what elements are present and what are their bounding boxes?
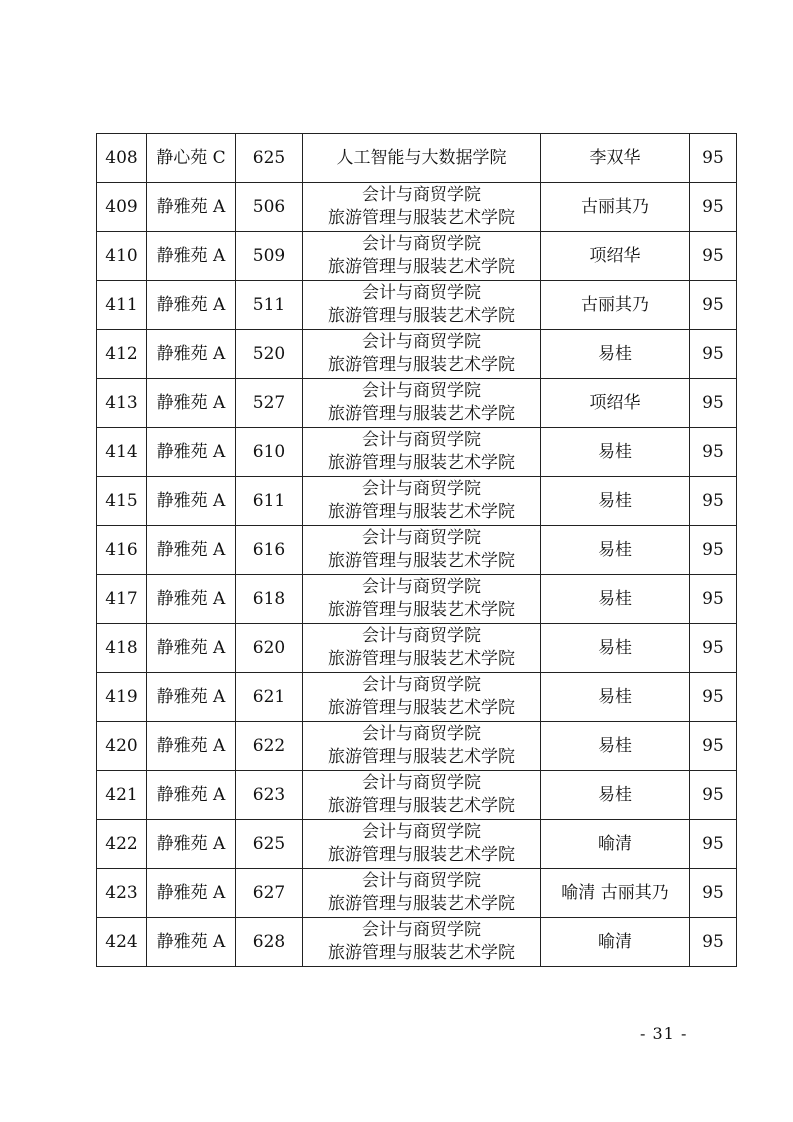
score-cell: 95: [690, 526, 737, 575]
row-number-cell: 421: [97, 771, 147, 820]
college-line: 会计与商贸学院: [362, 626, 481, 646]
college-line: 旅游管理与服装艺术学院: [328, 306, 515, 326]
college-cell: [303, 183, 541, 232]
row-number-cell: 408: [97, 134, 147, 183]
college-line: 旅游管理与服装艺术学院: [328, 796, 515, 816]
college-line: 会计与商贸学院: [362, 528, 481, 548]
score-cell: 95: [690, 183, 737, 232]
table-row: [97, 232, 737, 281]
row-number-cell: 412: [97, 330, 147, 379]
score-cell: 95: [690, 281, 737, 330]
score-cell: 95: [690, 428, 737, 477]
college-line: 会计与商贸学院: [362, 430, 481, 450]
row-number-cell: 422: [97, 820, 147, 869]
teacher-cell: 古丽其乃: [541, 281, 690, 330]
table-row: [97, 820, 737, 869]
row-number-cell: 423: [97, 869, 147, 918]
teacher-cell: 喻清 古丽其乃: [541, 869, 690, 918]
college-cell: [303, 232, 541, 281]
room-cell: 620: [236, 624, 303, 673]
table-row: [97, 134, 737, 183]
room-cell: 616: [236, 526, 303, 575]
score-cell: 95: [690, 232, 737, 281]
score-cell: 95: [690, 673, 737, 722]
teacher-cell: 喻清: [541, 820, 690, 869]
row-number-cell: 418: [97, 624, 147, 673]
table-row: [97, 673, 737, 722]
teacher-cell: 易桂: [541, 526, 690, 575]
college-cell: [303, 918, 541, 967]
college-line: 会计与商贸学院: [362, 234, 481, 254]
table-row: [97, 869, 737, 918]
building-cell: 静雅苑 A: [147, 330, 236, 379]
room-cell: 628: [236, 918, 303, 967]
score-cell: 95: [690, 624, 737, 673]
teacher-cell: 易桂: [541, 477, 690, 526]
page-number: - 31 -: [640, 1024, 688, 1043]
teacher-cell: 易桂: [541, 771, 690, 820]
score-cell: 95: [690, 820, 737, 869]
building-cell: 静雅苑 A: [147, 232, 236, 281]
college-line: 会计与商贸学院: [362, 332, 481, 352]
building-cell: 静心苑 C: [147, 134, 236, 183]
room-cell: 625: [236, 820, 303, 869]
table-row: [97, 330, 737, 379]
score-cell: 95: [690, 379, 737, 428]
college-line: 会计与商贸学院: [362, 920, 481, 940]
building-cell: 静雅苑 A: [147, 428, 236, 477]
teacher-cell: 易桂: [541, 673, 690, 722]
room-cell: 618: [236, 575, 303, 624]
row-number-cell: 420: [97, 722, 147, 771]
table-row: [97, 722, 737, 771]
table-body: [97, 134, 737, 967]
room-cell: 623: [236, 771, 303, 820]
score-cell: 95: [690, 477, 737, 526]
building-cell: 静雅苑 A: [147, 918, 236, 967]
teacher-cell: 易桂: [541, 624, 690, 673]
college-line: 旅游管理与服装艺术学院: [328, 698, 515, 718]
room-cell: 520: [236, 330, 303, 379]
college-line: 旅游管理与服装艺术学院: [328, 747, 515, 767]
table-row: [97, 379, 737, 428]
college-line: 旅游管理与服装艺术学院: [328, 894, 515, 914]
score-cell: 95: [690, 330, 737, 379]
college-cell: [303, 624, 541, 673]
teacher-cell: 喻清: [541, 918, 690, 967]
building-cell: 静雅苑 A: [147, 771, 236, 820]
room-cell: 610: [236, 428, 303, 477]
table-row: [97, 477, 737, 526]
row-number-cell: 419: [97, 673, 147, 722]
college-line: 旅游管理与服装艺术学院: [328, 551, 515, 571]
teacher-cell: 易桂: [541, 722, 690, 771]
teacher-cell: 易桂: [541, 428, 690, 477]
score-cell: 95: [690, 134, 737, 183]
row-number-cell: 411: [97, 281, 147, 330]
building-cell: 静雅苑 A: [147, 379, 236, 428]
building-cell: 静雅苑 A: [147, 820, 236, 869]
table-row: [97, 771, 737, 820]
teacher-cell: 项绍华: [541, 232, 690, 281]
room-cell: 527: [236, 379, 303, 428]
building-cell: 静雅苑 A: [147, 624, 236, 673]
room-cell: 509: [236, 232, 303, 281]
table-row: [97, 183, 737, 232]
college-line: 旅游管理与服装艺术学院: [328, 943, 515, 963]
college-line: 会计与商贸学院: [362, 381, 481, 401]
row-number-cell: 417: [97, 575, 147, 624]
college-cell: [303, 134, 541, 183]
room-cell: 622: [236, 722, 303, 771]
college-line: 旅游管理与服装艺术学院: [328, 600, 515, 620]
table-row: [97, 281, 737, 330]
college-line: 会计与商贸学院: [362, 724, 481, 744]
college-line: 会计与商贸学院: [362, 822, 481, 842]
room-cell: 621: [236, 673, 303, 722]
table-row: [97, 428, 737, 477]
college-line: 会计与商贸学院: [362, 871, 481, 891]
college-line: 人工智能与大数据学院: [336, 147, 507, 168]
building-cell: 静雅苑 A: [147, 869, 236, 918]
college-cell: [303, 869, 541, 918]
college-line: 会计与商贸学院: [362, 675, 481, 695]
row-number-cell: 409: [97, 183, 147, 232]
college-cell: [303, 820, 541, 869]
college-cell: [303, 722, 541, 771]
college-line: 会计与商贸学院: [362, 773, 481, 793]
building-cell: 静雅苑 A: [147, 673, 236, 722]
college-line: 旅游管理与服装艺术学院: [328, 453, 515, 473]
room-cell: 506: [236, 183, 303, 232]
building-cell: 静雅苑 A: [147, 281, 236, 330]
room-cell: 627: [236, 869, 303, 918]
college-cell: [303, 575, 541, 624]
row-number-cell: 413: [97, 379, 147, 428]
college-cell: [303, 526, 541, 575]
college-line: 会计与商贸学院: [362, 283, 481, 303]
building-cell: 静雅苑 A: [147, 183, 236, 232]
college-line: 会计与商贸学院: [362, 577, 481, 597]
college-cell: [303, 477, 541, 526]
college-cell: [303, 330, 541, 379]
row-number-cell: 424: [97, 918, 147, 967]
score-cell: 95: [690, 575, 737, 624]
college-line: 旅游管理与服装艺术学院: [328, 649, 515, 669]
table-row: [97, 918, 737, 967]
college-line: 会计与商贸学院: [362, 185, 481, 205]
room-cell: 611: [236, 477, 303, 526]
college-line: 旅游管理与服装艺术学院: [328, 502, 515, 522]
room-cell: 511: [236, 281, 303, 330]
teacher-cell: 李双华: [541, 134, 690, 183]
college-cell: [303, 673, 541, 722]
college-cell: [303, 771, 541, 820]
building-cell: 静雅苑 A: [147, 575, 236, 624]
room-cell: 625: [236, 134, 303, 183]
college-line: 旅游管理与服装艺术学院: [328, 257, 515, 277]
row-number-cell: 414: [97, 428, 147, 477]
college-line: 旅游管理与服装艺术学院: [328, 208, 515, 228]
teacher-cell: 易桂: [541, 575, 690, 624]
college-cell: [303, 428, 541, 477]
teacher-cell: 项绍华: [541, 379, 690, 428]
score-cell: 95: [690, 771, 737, 820]
building-cell: 静雅苑 A: [147, 526, 236, 575]
building-cell: 静雅苑 A: [147, 722, 236, 771]
college-line: 旅游管理与服装艺术学院: [328, 845, 515, 865]
teacher-cell: 易桂: [541, 330, 690, 379]
building-cell: 静雅苑 A: [147, 477, 236, 526]
college-cell: [303, 281, 541, 330]
college-line: 会计与商贸学院: [362, 479, 481, 499]
college-line: 旅游管理与服装艺术学院: [328, 404, 515, 424]
college-cell: [303, 379, 541, 428]
college-line: 旅游管理与服装艺术学院: [328, 355, 515, 375]
teacher-cell: 古丽其乃: [541, 183, 690, 232]
row-number-cell: 416: [97, 526, 147, 575]
row-number-cell: 410: [97, 232, 147, 281]
table-row: [97, 624, 737, 673]
table-row: [97, 526, 737, 575]
score-cell: 95: [690, 918, 737, 967]
table-row: [97, 575, 737, 624]
score-cell: 95: [690, 722, 737, 771]
row-number-cell: 415: [97, 477, 147, 526]
dorm-inspection-table: [96, 133, 737, 967]
score-cell: 95: [690, 869, 737, 918]
